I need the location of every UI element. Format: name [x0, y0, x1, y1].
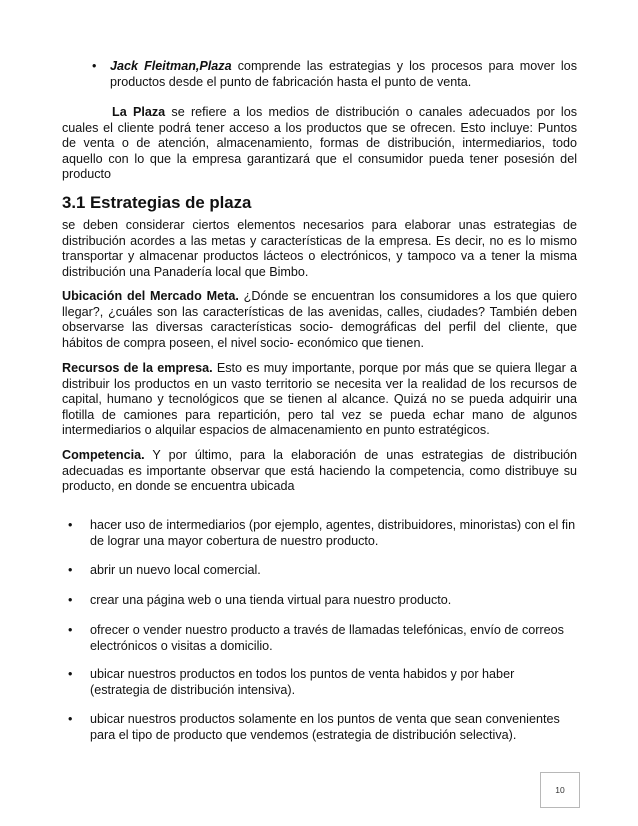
- intro-paragraph: se deben considerar ciertos elementos necesarios para elaborar unas estrategias de distribución acordes a las metas y características de la empresa. Es decir, no es lo mismo transportar y almacenar productos lácteos o electrónicos, y tampoco va a tener la misma distribución una Panadería local que Bimbo.: [62, 218, 577, 279]
- plaza-paragraph: [62, 105, 577, 183]
- page-number: 10: [540, 772, 580, 808]
- list-item: [62, 563, 577, 579]
- plaza-label: La Plaza: [112, 105, 166, 119]
- bullet-icon: •: [68, 518, 73, 532]
- ubicacion-paragraph: [62, 289, 577, 351]
- bullet-icon: •: [68, 667, 73, 681]
- list-item-text: abrir un nuevo local comercial.: [90, 563, 261, 577]
- list-item: [62, 593, 577, 609]
- intro-bullet: [94, 59, 577, 90]
- plaza-paragraph-text: se refiere a los medios de distribución o canales adecuados por los cuales el cliente podrá tener acceso a los productos que se ofrecen. Esto incluye: Puntos de venta o de atención, almacenamiento, formas de distribución, intermediarios, todo aquello con lo que la empresa garantizará que el consumidor pueda tener posesión del producto: [62, 105, 578, 182]
- section-heading: 3.1 Estrategias de plaza: [62, 193, 252, 212]
- recursos-paragraph: [62, 361, 577, 439]
- bullet-icon: •: [68, 712, 73, 726]
- bullet-icon: •: [68, 563, 73, 577]
- competencia-label: Competencia.: [62, 448, 145, 462]
- list-item-text: ofrecer o vender nuestro producto a través de llamadas telefónicas, envío de correos electrónicos o visitas a domicilio.: [90, 623, 564, 653]
- ubicacion-text: ¿Dónde se encuentran los consumidores a los que quiero llegar?, ¿cuáles son las características de las avenidas, calles, ciudades? También deben observarse las diversas características socio- demográficas del perfil del cliente, que hábitos de compra poseen, el nivel socio- económico que tienen.: [62, 289, 578, 350]
- competencia-text: Y por último, para la elaboración de unas estrategias de distribución adecuadas es importante observar que está haciendo la competencia, como distribuye su producto, en donde se encuentra ubicada: [62, 448, 577, 494]
- list-item: [62, 712, 577, 743]
- list-item-text: ubicar nuestros productos en todos los puntos de venta habidos y por haber (estrategia de distribución intensiva).: [90, 667, 515, 697]
- competencia-paragraph: [62, 448, 577, 495]
- intro-bullet-body: comprende las estrategias y los procesos para mover los productos desde el punto de fabricación hasta el punto de venta.: [110, 59, 577, 89]
- bullet-icon: •: [68, 593, 73, 607]
- recursos-text: Esto es muy importante, porque por más que se quiera llegar a distribuir los productos en un vasto territorio se necesita ver la realidad de los recursos de capital, humano y tecnológicos que se tienen al alcance. Quizá no se pueda adquirir una flotilla de camiones para repartición, pero tal vez se pueda echar mano de algunos intermediarios o alquilar espacios de almacenamiento en punto estratégicos.: [62, 361, 577, 438]
- list-item: [62, 518, 577, 549]
- list-item-text: crear una página web o una tienda virtual para nuestro producto.: [90, 593, 452, 607]
- list-item-text: hacer uso de intermediarios (por ejemplo, agentes, distribuidores, minoristas) con el fin de lograr una mayor cobertura de nuestro producto.: [90, 518, 576, 548]
- intro-bullet-text: [110, 59, 577, 90]
- list-item-text: ubicar nuestros productos solamente en los puntos de venta que sean convenientes para el tipo de producto que vendemos (estrategia de distribución selectiva).: [90, 712, 560, 742]
- bullet-icon: •: [92, 59, 97, 73]
- ubicacion-label: Ubicación del Mercado Meta.: [62, 289, 239, 303]
- bullet-icon: •: [68, 623, 73, 637]
- list-item: [62, 623, 577, 654]
- list-item: [62, 667, 577, 698]
- author-label: Jack Fleitman,Plaza: [110, 59, 232, 73]
- recursos-label: Recursos de la empresa.: [62, 361, 213, 375]
